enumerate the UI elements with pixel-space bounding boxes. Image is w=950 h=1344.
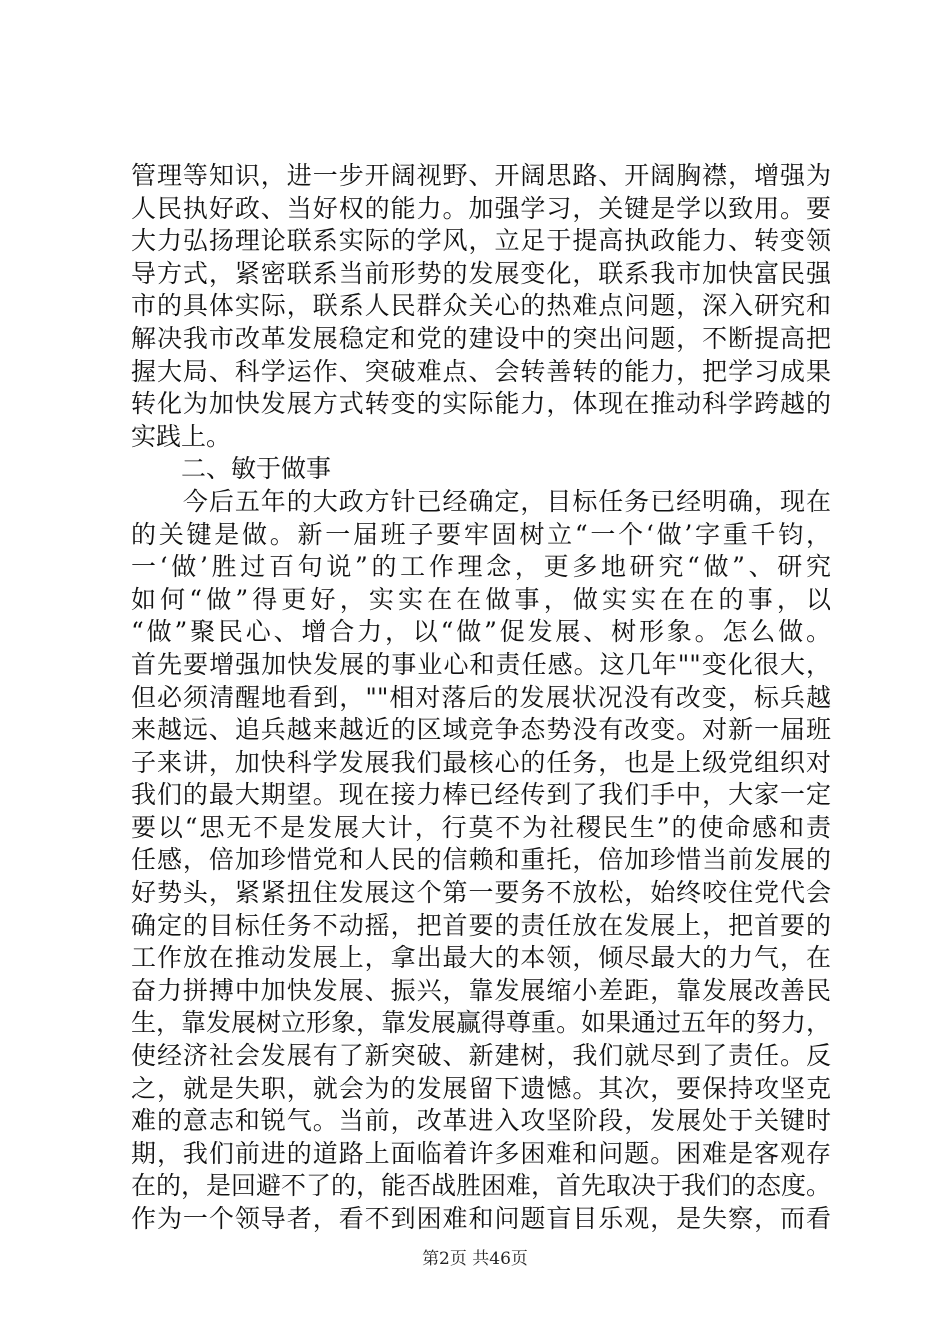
text-line: 在的，是回避不了的，能否战胜困难，首先取决于我们的态度。 bbox=[131, 1171, 831, 1201]
text-line: 握大局、科学运作、突破难点、会转善转的能力，把学习成果 bbox=[131, 356, 831, 386]
text-line: 转化为加快发展方式转变的实际能力，体现在推动科学跨越的 bbox=[131, 389, 831, 419]
section-heading: 二、敏于做事 bbox=[131, 454, 332, 484]
text-line: 使经济社会发展有了新突破、新建树，我们就尽到了责任。反 bbox=[131, 1041, 831, 1071]
text-line: 要以“思无不是发展大计，行莫不为社稷民生”的使命感和责 bbox=[131, 812, 831, 842]
text-line: 工作放在推动发展上，拿出最大的本领，倾尽最大的力气，在 bbox=[131, 943, 831, 973]
text-line: 解决我市改革发展稳定和党的建设中的突出问题，不断提高把 bbox=[131, 323, 831, 353]
text-line: 市的具体实际，联系人民群众关心的热难点问题，深入研究和 bbox=[131, 291, 831, 321]
text-line: 今后五年的大政方针已经确定，目标任务已经明确，现在 bbox=[131, 486, 831, 516]
page-number-footer: 第2页 共46页 bbox=[422, 1249, 528, 1269]
text-line: 作为一个领导者，看不到困难和问题盲目乐观，是失察，而看 bbox=[131, 1204, 831, 1233]
text-line: 我们的最大期望。现在接力棒已经传到了我们手中，大家一定 bbox=[131, 780, 831, 810]
text-line: 生，靠发展树立形象，靠发展赢得尊重。如果通过五年的努力， bbox=[131, 1008, 831, 1038]
text-line: 奋力拼搏中加快发展、振兴，靠发展缩小差距，靠发展改善民 bbox=[131, 975, 831, 1005]
text-line: 人民执好政、当好权的能力。加强学习，关键是学以致用。要 bbox=[131, 193, 831, 223]
text-line: 好势头，紧紧扭住发展这个第一要务不放松，始终咬住党代会 bbox=[131, 878, 831, 908]
text-line: 之，就是失职，就会为的发展留下遗憾。其次，要保持攻坚克 bbox=[131, 1073, 831, 1103]
text-line: 大力弘扬理论联系实际的学风，立足于提高执政能力、转变领 bbox=[131, 226, 831, 256]
text-line: 的关键是做。新一届班子要牢固树立“一个‘做’字重千钧， bbox=[131, 519, 831, 549]
text-line: “做”聚民心、增合力，以“做”促发展、树形象。怎么做。 bbox=[131, 617, 831, 647]
text-line: 子来讲，加快科学发展我们最核心的任务，也是上级党组织对 bbox=[131, 747, 831, 777]
text-line: 一‘做’胜过百句说”的工作理念，更多地研究“做”、研究 bbox=[131, 552, 831, 582]
text-line: 确定的目标任务不动摇，把首要的责任放在发展上，把首要的 bbox=[131, 910, 831, 940]
text-line: 管理等知识，进一步开阔视野、开阔思路、开阔胸襟，增强为 bbox=[131, 161, 831, 190]
text-line: 导方式，紧密联系当前形势的发展变化，联系我市加快富民强 bbox=[131, 258, 831, 288]
text-line: 但必须清醒地看到，""相对落后的发展状况没有改变，标兵越 bbox=[131, 682, 831, 712]
text-line: 如何“做”得更好，实实在在做事，做实实在在的事，以 bbox=[131, 584, 831, 614]
text-line: 任感，倍加珍惜党和人民的信赖和重托，倍加珍惜当前发展的 bbox=[131, 845, 831, 875]
text-line: 期，我们前进的道路上面临着许多困难和问题。困难是客观存 bbox=[131, 1138, 831, 1168]
text-line: 难的意志和锐气。当前，改革进入攻坚阶段，发展处于关键时 bbox=[131, 1106, 831, 1136]
body-text bbox=[131, 160, 831, 1236]
text-line: 首先要增强加快发展的事业心和责任感。这几年""变化很大， bbox=[131, 649, 831, 679]
text-line: 实践上。 bbox=[131, 421, 232, 451]
text-line: 来越远、追兵越来越近的区域竞争态势没有改变。对新一届班 bbox=[131, 715, 831, 745]
